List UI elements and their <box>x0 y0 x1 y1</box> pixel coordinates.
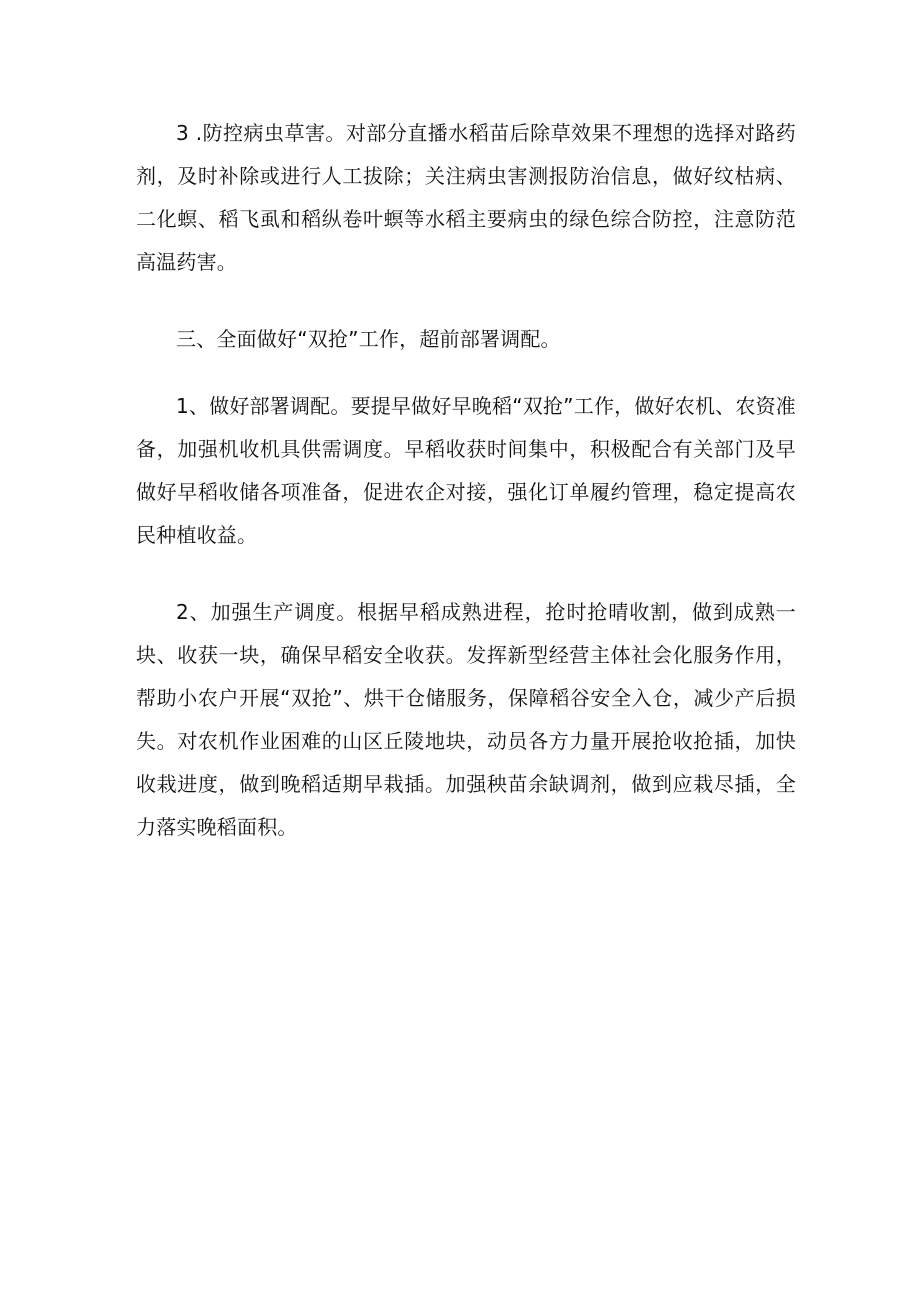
paragraph-pest-control: 3 .防控病虫草害。对部分直播水稻苗后除草效果不理想的选择对路药剂，及时补除或进行人工拔除；关注病虫害测报防治信息，做好纹枯病、二化螟、稻飞虱和稻纵卷叶螟等水稻主要病虫的绿色综合防控，注意防范高温药害。 <box>136 121 796 274</box>
paragraph-deployment: 1、做好部署调配。要提早做好早晚稻“双抢”工作，做好农机、农资准备，加强机收机具供需调度。早稻收获时间集中，积极配合有关部门及早做好早稻收储各项准备，促进农企对接，强化订单履约管理，稳定提高农民种植收益。 <box>136 394 796 547</box>
document-body <box>136 112 796 849</box>
section-heading-double-rush: 三、全面做好“双抢”工作，超前部署调配。 <box>176 327 561 351</box>
paragraph-production-scheduling: 2、加强生产调度。根据早稻成熟进程，抢时抢晴收割，做到成熟一块、收获一块，确保早稻安全收获。发挥新型经营主体社会化服务作用，帮助小农户开展“双抢”、烘干仓储服务，保障稻谷安全入仓，减少产后损失。对农机作业困难的山区丘陵地块，动员各方力量开展抢收抢插，加快收栽进度，做到晚稻适期早栽插。加强秧苗余缺调剂，做到应栽尽插，全力落实晚稻面积。 <box>136 600 796 839</box>
